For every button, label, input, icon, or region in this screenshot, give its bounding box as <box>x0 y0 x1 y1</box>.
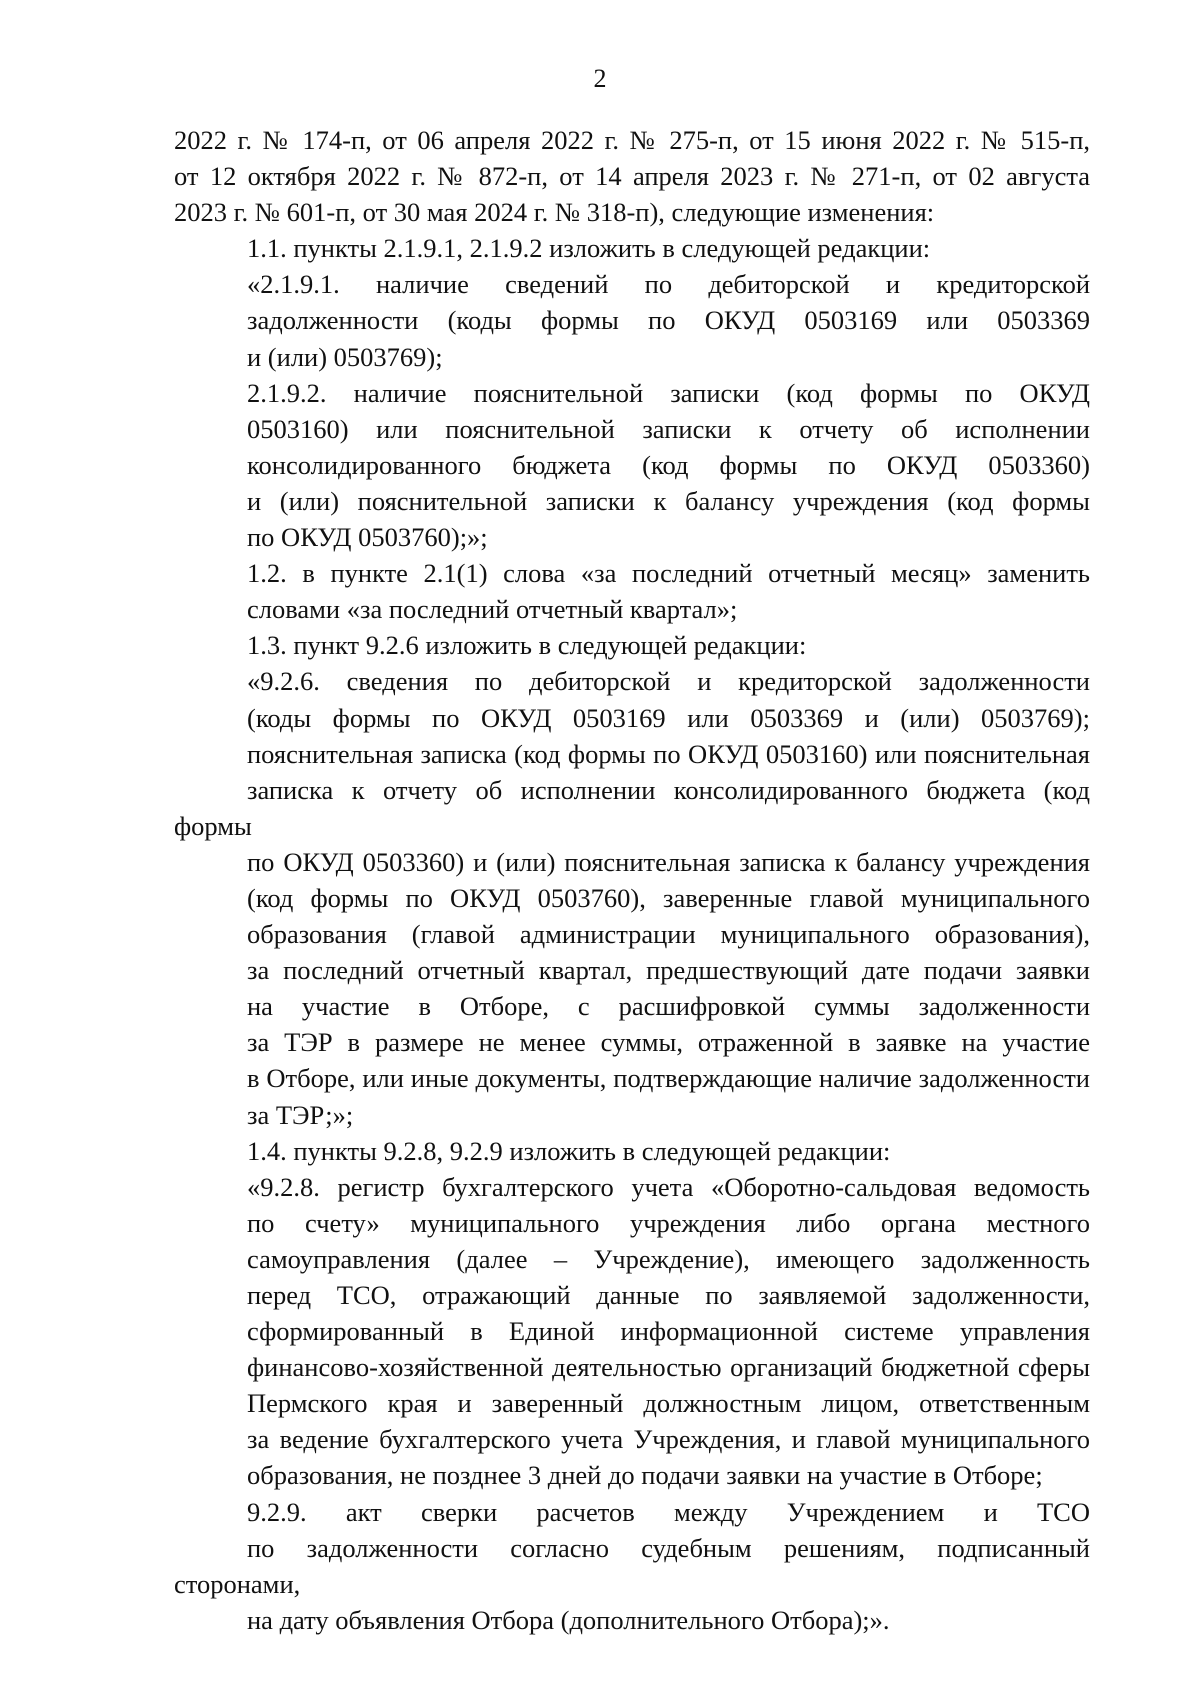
text-line: и (или) 0503769); <box>247 341 443 372</box>
text-line: 2.1.9.2. наличие пояснительной записки (код формы по ОКУД <box>247 377 1090 408</box>
text-line: «2.1.9.1. наличие сведений по дебиторской и кредиторской <box>247 269 1090 300</box>
text-line: в Отборе, или иные документы, подтверждающие наличие задолженности <box>247 1063 1090 1094</box>
text-line: «9.2.8. регистр бухгалтерского учета «Оборотно-сальдовая ведомость <box>247 1171 1090 1202</box>
text-line: консолидированного бюджета (код формы по ОКУД 0503360) <box>247 449 1090 480</box>
text-line: по ОКУД 0503360) и (или) пояснительная записка к балансу учреждения <box>247 846 1090 877</box>
text-line: образования, не позднее 3 дней до подачи заявки на участие в Отборе; <box>247 1460 1043 1491</box>
paragraph-p9-2-9 <box>174 1494 1090 1638</box>
text-line: образования (главой администрации муниципального образования), <box>247 919 1090 950</box>
text-line: перед ТСО, отражающий данные по заявляемой задолженности, <box>247 1280 1090 1310</box>
text-line: по задолженности согласно судебным решениям, подписанный сторонами, <box>174 1532 1090 1599</box>
paragraph-p9-2-6 <box>174 663 1090 1132</box>
paragraph-p2-1-9-1 <box>174 266 1090 374</box>
text-line: 0503160) или пояснительной записки к отчету об исполнении <box>247 413 1090 444</box>
text-line: и (или) пояснительной записки к балансу учреждения (код формы <box>247 485 1090 516</box>
text-line: от 12 октября 2022 г. № 872-п, от 14 апреля 2023 г. № 271-п, от 02 августа <box>174 161 1090 192</box>
text-line: по ОКУД 0503760);»; <box>247 522 488 553</box>
text-line: 1.4. пункты 9.2.8, 9.2.9 изложить в следующей редакции: <box>247 1135 891 1166</box>
text-line: (коды формы по ОКУД 0503169 или 0503369 и (или) 0503769); <box>247 702 1090 733</box>
text-line: 2022 г. № 174-п, от 06 апреля 2022 г. № 275-п, от 15 июня 2022 г. № 515-п, <box>174 125 1090 155</box>
page-number: 2 <box>593 64 607 93</box>
text-line: задолженности (коды формы по ОКУД 0503169 или 0503369 <box>247 305 1090 336</box>
text-line: за ТЭР;»; <box>247 1099 354 1130</box>
text-line: словами «за последний отчетный квартал»; <box>247 594 738 625</box>
paragraph-p1-4 <box>174 1133 1090 1169</box>
document-body <box>174 122 1090 1638</box>
text-line: за последний отчетный квартал, предшествующий дате подачи заявки <box>247 955 1090 986</box>
text-line: финансово-хозяйственной деятельностью организаций бюджетной сферы <box>247 1352 1090 1383</box>
text-line: 1.1. пункты 2.1.9.1, 2.1.9.2 изложить в следующей редакции: <box>247 233 931 264</box>
text-line: за ведение бухгалтерского учета Учреждения, и главой муниципального <box>247 1424 1090 1455</box>
paragraph-p1-1 <box>174 230 1090 266</box>
paragraph-intro <box>174 122 1090 230</box>
text-line: на участие в Отборе, с расшифровкой суммы задолженности <box>247 991 1090 1022</box>
text-line: 9.2.9. акт сверки расчетов между Учреждением и ТСО <box>247 1496 1090 1527</box>
text-line: пояснительная записка (код формы по ОКУД 0503160) или пояснительная <box>247 738 1090 769</box>
text-line: на дату объявления Отбора (дополнительного Отбора);». <box>247 1604 890 1635</box>
paragraph-p9-2-8 <box>174 1169 1090 1494</box>
text-line: Пермского края и заверенный должностным лицом, ответственным <box>247 1388 1090 1419</box>
text-line: 1.2. в пункте 2.1(1) слова «за последний отчетный месяц» заменить <box>247 558 1090 589</box>
paragraph-p1-2 <box>174 555 1090 627</box>
text-line: (код формы по ОКУД 0503760), заверенные главой муниципального <box>247 882 1090 913</box>
text-line: по счету» муниципального учреждения либо органа местного <box>247 1207 1090 1238</box>
text-line: «9.2.6. сведения по дебиторской и кредиторской задолженности <box>247 666 1090 697</box>
text-line: 2023 г. № 601-п, от 30 мая 2024 г. № 318-п), следующие изменения: <box>174 197 935 228</box>
paragraph-p1-3 <box>174 627 1090 663</box>
text-line: сформированный в Единой информационной системе управления <box>247 1316 1090 1347</box>
text-line: за ТЭР в размере не менее суммы, отраженной в заявке на участие <box>247 1027 1090 1058</box>
paragraph-p2-1-9-2 <box>174 375 1090 555</box>
text-line: 1.3. пункт 9.2.6 изложить в следующей редакции: <box>247 630 807 661</box>
text-line: самоуправления (далее – Учреждение), имеющего задолженность <box>247 1243 1090 1274</box>
text-line: записка к отчету об исполнении консолидированного бюджета (код формы <box>174 774 1090 841</box>
